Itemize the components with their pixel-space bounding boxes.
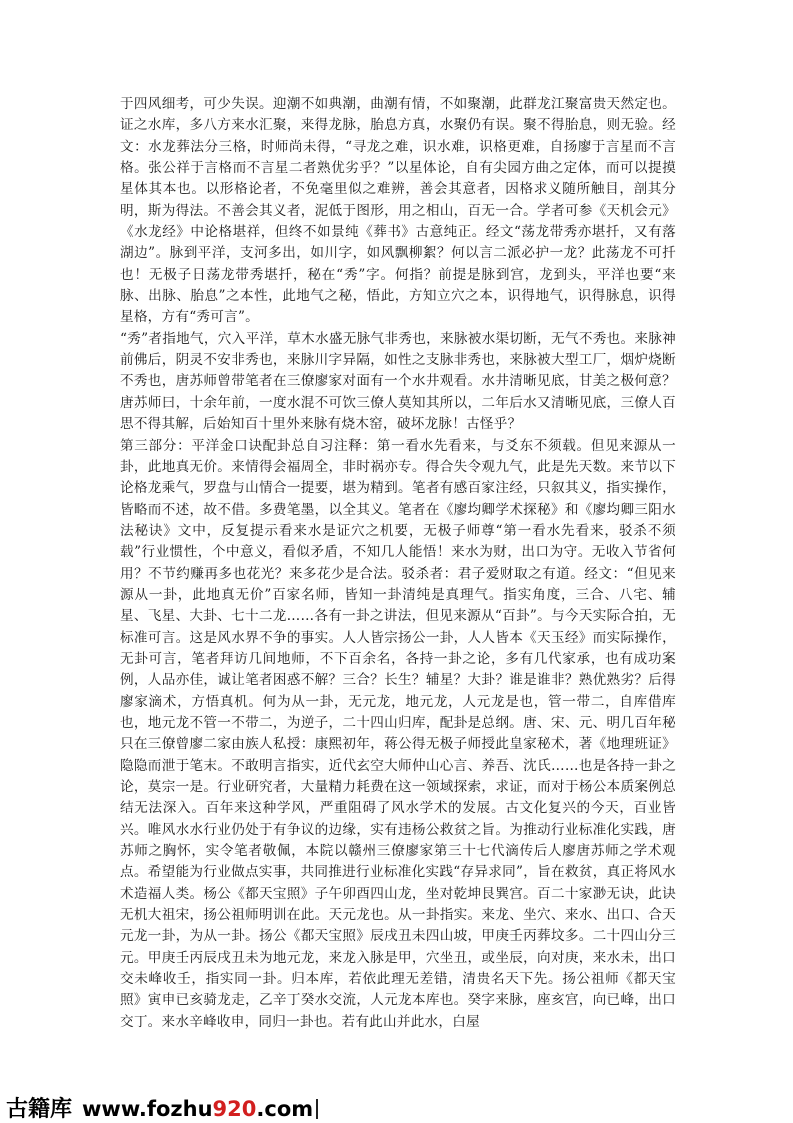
footer-brand: 古籍库: [6, 1097, 73, 1122]
footer-url-suffix: .com: [256, 1097, 314, 1121]
paragraph-part-three: 第三部分：平洋金口诀配卦总自习注释：第一看水先看来，与爻东不须载。但见来源从一卦，此地真无价。来情得会福周全，非时祸亦专。得合失令观九气，此是先天数。来节以下论格龙乘气，罗盘与山情合一提要，堪为精到。笔者有感百家注经，只叙其义，指实操作，皆略而不述，故不借。多费笔墨，以全其义。笔者在《廖均卿学术探秘》和《廖均卿三阳水法秘诀》文中，反复提示看来水是证穴之机要，无极子师尊“第一看水先看来，驳杀不须载”行业惯性，个中意义，看似矛盾，不知几人能悟！来水为财，出口为守。无收入节省何用？不节约赚再多也花光？来多花少是合法。驳杀者：君子爱财取之有道。经文：“但见来源从一卦，此地真无价”百家名师，皆知一卦清纯是真理气。指实角度，三合、八宅、辅星、飞星、大卦、七十二龙……各有一卦之讲法，但见来源从“百卦”。与今天实际合拍，无标准可言。这是风水界不争的事实。人人皆宗扬公一卦，人人皆本《天玉经》而实际操作，无卦可言，笔者拜访几间地师，不下百余名，各持一卦之论，多有几代家承，也有成功案例，人品亦佳，诚让笔者困惑不解？三合？长生？辅星？大卦？谁是谁非？熟优熟劣？后得廖家滴术，方悟真机。何为从一卦，无元龙，地元龙，人元龙是也，管一带二，自库借库也，地元龙不管一不带二，为逆子，二十四山归库，配卦是总纲。唐、宋、元、明几百年秘只在三僚曾廖二家由族人私授：康熙初年，蒋公得无极子师授此皇家秘术，著《地理班证》隐隐而泄于笔末。不敢明言指实，近代玄空大师仲山心言、养吾、沈氏……也是各持一卦之论，莫宗一是。行业研究者，大量精力耗费在这一领域探索，求证，而对于杨公本质案例总结无法深入。百年来这种学风，严重阻碍了风水学术的发展。古文化复兴的今天，百业皆兴。唯风水水行业仍处于有争议的边缘，实有违杨公救贫之旨。为推动行业标准化实践，唐苏师之胸怀，实令笔者敬佩，本院以赣州三僚廖家第三十七代滴传后人廖唐苏师之学术观点。希望能为行业做点实事，共同推进行业标准化实践“存异求同”，旨在救贫，真正将风水术造福人类。杨公《都天宝照》子午卯酉四山龙，坐对乾坤艮巽宫。百二十家渺无诀，此诀无机大祖宋，扬公祖师明训在此。天元龙也。从一卦指实。来龙、坐穴、来水、出口、合天元龙一卦，为从一卦。扬公《都天宝照》辰戌丑未四山坡，甲庚壬丙葬坟多。二十四山分三元。甲庚壬丙辰戌丑未为地元龙，来龙入脉是甲，穴坐丑，或坐辰，向对庚，来水未，出口交未峰收壬，指实同一卦。归本库，若依此理无差错，清贵名天下先。扬公祖师《都天宝照》寅申已亥骑龙走，乙辛丁癸水交流，人元龙本库也。癸字来脉，座亥宫，向已峰，出口交丁。来水辛峰收申，同归一卦也。若有此山并此水，白屋: [120, 437, 676, 1030]
paragraph-intro: 于四风细考，可少失误。迎潮不如典潮，曲潮有情，不如聚潮，此群龙江聚富贵天然定也。证之水库，多八方来水汇聚，来得龙脉，胎息方真，水聚仍有误。聚不得胎息，则无验。经文：水龙葬法分三格，时师尚未得，“寻龙之难，识水难，识格更难，自扬廖于言星而不言格。张公祥于言格而不言星二者熟优劣乎？”以星体论，自有尖园方曲之定体，而可以提摸星体其本也。以形格论者，不免毫里似之难辨，善会其意者，因格求义随所触目，剖其分明，斯为得法。不善会其义者，泥低于图形，用之相山，百无一合。学者可参《天机会元》《水龙经》中论格堪祥，但终不如景纯《葬书》古意纯正。经文“荡龙带秀亦堪扦，又有落湖边”。脉到平洋，支河多出，如川字，如风飘柳絮？何以言二派必护一龙？此荡龙不可扦也！无极子日荡龙带秀堪扦，秘在“秀”字。何指？前提是脉到宫，龙到头，平洋也要“来脉、出脉、胎息”之本性，此地气之秘，悟此，方知立穴之本，识得地气，识得脉息，识得星格，方有“秀可言”。: [120, 96, 676, 326]
footer-url-prefix: www.fozhu: [82, 1097, 213, 1121]
page-body: [120, 94, 676, 1033]
text-cursor-icon: [316, 1099, 318, 1119]
footer-watermark: [6, 1092, 318, 1122]
footer-url[interactable]: [82, 1097, 313, 1121]
footer-url-number: 920: [212, 1097, 257, 1121]
paragraph-xiu: “秀”者指地气，穴入平洋，草木水盛无脉气非秀也，来脉被水渠切断，无气不秀也。来脉神前佛后，阴灵不安非秀也，来脉川字异隔，如性之支脉非秀也，来脉被大型工厂，烟炉烧断不秀也，唐苏师曾带笔者在三僚廖家对面有一个水井观看。水井清晰见底，甘美之极何意？唐苏师曰，十余年前，一度水混不可饮三僚人莫知其所以，二年后水又清晰见底，三僚人百思不得其解，后始知百十里外来脉有烧木窑，破坏龙脉！古怪乎？: [120, 330, 676, 433]
